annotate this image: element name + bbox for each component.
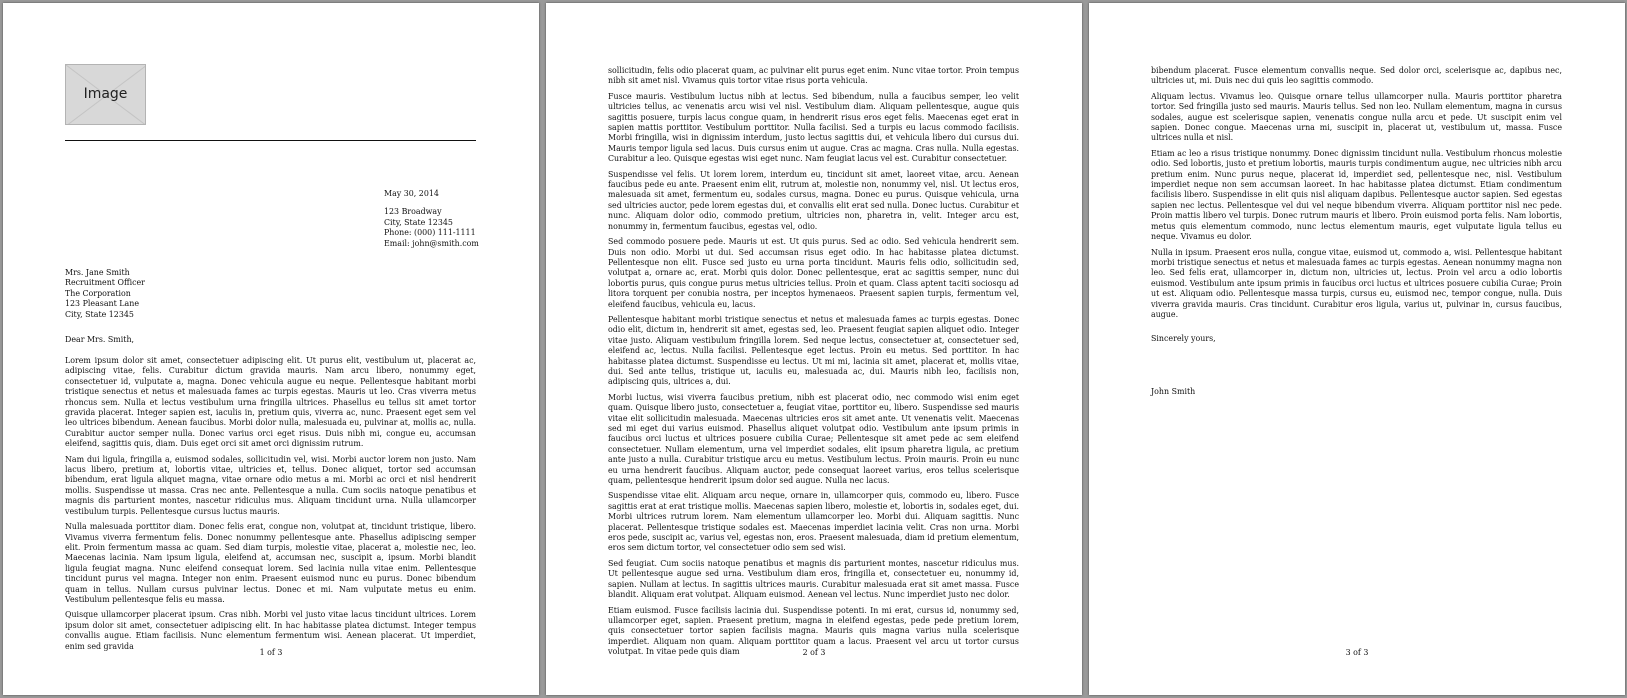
body-paragraph: Etiam ac leo a risus tristique nonummy. Donec dignissim tincidunt nulla. Vestibulum rhoncus molestie odio. Sed lobortis, justo et pretium lobortis, mauris turpis condimentum augue, nec ultricies nibh arcu pretium enim. Nunc purus neque, placerat id, imperdiet sed, pellentesque nec, nisl. Vestibulum imperdiet neque non sem accumsan laoreet. In hac habitasse platea dictumst. Etiam condimentum facilisis libero. Suspendisse in elit quis nisl aliquam dapibus. Pellentesque auctor sapien. Sed egestas sapien nec lectus. Pellentesque vel dui vel neque bibendum viverra. Aliquam porttitor nisl nec pede. Proin mattis libero vel turpis. Donec rutrum mauris et libero. Proin euismod porta felis. Nam lobortis, metus quis elementum commodo, nunc lectus elementum mauris, eget vulputate ligula tellus eu neque. Vivamus eu dolor. (1151, 148, 1562, 242)
body-paragraph: Morbi luctus, wisi viverra faucibus pretium, nibh est placerat odio, nec commodo wisi enim eget quam. Quisque libero justo, consectetuer a, feugiat vitae, porttitor eu, libero. Suspendisse sed mauris vitae elit sollicitudin malesuada. Maecenas ultricies eros sit amet ante. Ut venenatis velit. Maecenas sed mi eget dui varius euismod. Phasellus aliquet volutpat odio. Vestibulum ante ipsum primis in faucibus orci luctus et ultrices posuere cubilia Curae; Pellentesque sit amet pede ac sem eleifend consectetuer. Nullam elementum, urna vel imperdiet sodales, elit ipsum pharetra ligula, ac pretium ante justo a nulla. Curabitur tristique arcu eu metus. Vestibulum lectus. Proin mauris. Proin eu nunc eu urna hendrerit faucibus. Aliquam auctor, pede consequat laoreet varius, eros tellus scelerisque quam, pellentesque hendrerit ipsum dolor sed augue. Nulla nec lacus. (608, 392, 1019, 486)
body-paragraph: Sed commodo posuere pede. Mauris ut est. Ut quis purus. Sed ac odio. Sed vehicula hendrerit sem. Duis non odio. Morbi ut dui. Sed accumsan risus eget odio. In hac habitasse platea dictumst. Pellentesque non elit. Fusce sed justo eu urna porta tincidunt. Mauris felis odio, sollicitudin sed, volutpat a, ornare ac, erat. Morbi quis dolor. Donec pellentesque, erat ac sagittis semper, nunc dui lobortis purus, quis congue purus metus ultricies tellus. Proin et quam. Class aptent taciti sociosqu ad litora torquent per conubia nostra, per inceptos hymenaeos. Praesent sapien turpis, fermentum vel, eleifend faucibus, vehicula eu, lacus. (608, 237, 1019, 309)
letter-date: May 30, 2014 (384, 189, 439, 198)
recipient-line: Recruitment Officer (65, 278, 145, 288)
document-page-1 (3, 3, 539, 695)
image-placeholder (65, 64, 146, 125)
body-paragraph: Aliquam lectus. Vivamus leo. Quisque ornare tellus ullamcorper nulla. Mauris porttitor pharetra tortor. Sed fringilla justo sed mauris. Mauris tellus. Sed non leo. Nullam elementum, magna in cursus sodales, augue est scelerisque sapien, venenatis congue nulla arcu et pede. Ut suscipit enim vel sapien. Donec congue. Maecenas urna mi, suscipit in, placerat ut, vestibulum ut, massa. Fusce ultrices nulla et nisl. (1151, 91, 1562, 143)
salutation: Dear Mrs. Smith, (65, 335, 135, 344)
letter-body (608, 66, 1019, 663)
letter-body (65, 356, 476, 657)
body-paragraph: Sed feugiat. Cum sociis natoque penatibus et magnis dis parturient montes, nascetur ridiculus mus. Ut pellentesque augue sed urna. Vestibulum diam eros, fringilla et, consectetuer eu, nonummy id, sapien. Nullam at lectus. In sagittis ultrices mauris. Curabitur malesuada erat sit amet massa. Fusce blandit. Aliquam erat volutpat. Aliquam euismod. Aenean vel lectus. Nunc imperdiet justo nec dolor. (608, 558, 1019, 600)
letter-closing: Sincerely yours, (1151, 334, 1216, 344)
recipient-address-block (65, 268, 145, 320)
recipient-line: Mrs. Jane Smith (65, 268, 130, 277)
document-page-3 (1089, 3, 1625, 695)
recipient-line: The Corporation (65, 288, 131, 298)
body-paragraph: bibendum placerat. Fusce elementum convallis neque. Sed dolor orci, scelerisque ac, dapibus nec, ultricies ut, mi. Duis nec dui quis leo sagittis commodo. (1151, 66, 1562, 86)
recipient-line: 123 Pleasant Lane (65, 299, 139, 309)
sender-email: Email: john@smith.com (384, 238, 479, 248)
body-paragraph: Etiam euismod. Fusce facilisis lacinia dui. Suspendisse potenti. In mi erat, cursus id, nonummy sed, ullamcorper eget, sapien. Praesent pretium, magna in eleifend egestas, pede pede pretium lorem, quis consectetuer tortor sapien facilisis magna. Mauris quis magna varius nulla scelerisque imperdiet. Aliquam non quam. Aliquam porttitor quam a lacus. Praesent vel arcu ut tortor cursus volutpat. In vitae pede quis diam (608, 605, 1019, 657)
page-number: 1 of 3 (259, 648, 283, 657)
sender-phone: Phone: (000) 111-1111 (384, 228, 476, 238)
body-paragraph: Lorem ipsum dolor sit amet, consectetuer adipiscing elit. Ut purus elit, vestibulum ut, placerat ac, adipiscing vitae, felis. Curabitur dictum gravida mauris. Nam arcu libero, nonummy eget, consectetuer id, vulputate a, magna. Donec vehicula augue eu neque. Pellentesque habitant morbi tristique senectus et netus et malesuada fames ac turpis egestas. Mauris ut leo. Cras viverra metus rhoncus sem. Nulla et lectus vestibulum urna fringilla ultrices. Phasellus eu tellus sit amet tortor gravida placerat. Integer sapien est, iaculis in, pretium quis, viverra ac, nunc. Praesent eget sem vel leo ultrices bibendum. Aenean faucibus. Morbi dolor nulla, malesuada eu, pulvinar at, mollis ac, nulla. Curabitur auctor semper nulla. Donec varius orci eget risus. Duis nibh mi, congue eu, accumsan eleifend, sagittis quis, diam. Duis eget orci sit amet orci dignissim rutrum. (65, 356, 476, 449)
page-number: 3 of 3 (1345, 648, 1369, 657)
body-paragraph: sollicitudin, felis odio placerat quam, ac pulvinar elit purus eget enim. Nunc vitae tortor. Proin tempus nibh sit amet nisl. Vivamus quis tortor vitae risus porta vehicula. (608, 66, 1020, 86)
body-paragraph: Fusce mauris. Vestibulum luctus nibh at lectus. Sed bibendum, nulla a faucibus semper, leo velit ultricies tellus, ac venenatis arcu wisi vel nisl. Vestibulum diam. Aliquam pellentesque, augue quis sagittis posuere, turpis lacus congue quam, in hendrerit risus eros eget felis. Maecenas eget erat in sapien mattis porttitor. Vestibulum porttitor. Nulla facilisi. Sed a turpis eu lacus commodo facilisis. Morbi fringilla, wisi in dignissim interdum, justo lectus sagittis dui, et vehicula libero dui cursus dui. Mauris tempor ligula sed lacus. Duis cursus enim ut augue. Cras ac magna. Cras nulla. Nulla egestas. Curabitur a leo. Quisque egestas wisi eget nunc. Nam feugiat lacus vel est. Curabitur consectetuer. (608, 91, 1019, 164)
body-paragraph: Pellentesque habitant morbi tristique senectus et netus et malesuada fames ac turpis egestas. Donec odio elit, dictum in, hendrerit sit amet, egestas sed, leo. Praesent feugiat sapien aliquet odio. Integer vitae justo. Aliquam vestibulum fringilla lorem. Sed neque lectus, consectetuer at, consectetuer sed, eleifend ac, lectus. Nulla facilisi. Pellentesque eget lectus. Proin eu metus. Sed porttitor. In hac habitasse platea dictumst. Suspendisse eu lectus. Ut mi mi, lacinia sit amet, placerat et, mollis vitae, dui. Sed ante tellus, tristique ut, iaculis eu, malesuada ac, dui. Mauris nibh leo, facilisis non, adipiscing quis, ultrices a, dui. (608, 314, 1019, 387)
body-paragraph: Quisque ullamcorper placerat ipsum. Cras nibh. Morbi vel justo vitae lacus tincidunt ultrices. Lorem ipsum dolor sit amet, consectetuer adipiscing elit. In hac habitasse platea dictumst. Integer tempus convallis augue. Etiam facilisis. Nunc elementum fermentum wisi. Aenean placerat. Ut imperdiet, enim sed gravida (65, 610, 476, 651)
letter-body (1151, 66, 1562, 397)
sender-address-block (384, 189, 479, 249)
header-rule (65, 140, 476, 141)
sender-city: City, State 12345 (384, 217, 453, 227)
body-paragraph: Suspendisse vel felis. Ut lorem lorem, interdum eu, tincidunt sit amet, laoreet vitae, arcu. Aenean faucibus pede eu ante. Praesent enim elit, rutrum at, molestie non, nonummy vel, nisl. Ut lectus eros, malesuada sit amet, fermentum eu, sodales cursus, magna. Donec eu purus. Quisque vehicula, urna sed ultricies auctor, pede lorem egestas dui, et convallis elit erat sed nulla. Donec luctus. Curabitur et nunc. Aliquam dolor odio, commodo pretium, ultricies non, pharetra in, velit. Integer arcu est, nonummy in, fermentum faucibus, egestas vel, odio. (608, 169, 1019, 231)
recipient-line: City, State 12345 (65, 309, 134, 319)
image-placeholder-label: Image (83, 86, 128, 102)
document-page-2 (546, 3, 1082, 695)
body-paragraph: Nam dui ligula, fringilla a, euismod sodales, sollicitudin vel, wisi. Morbi auctor lorem non justo. Nam lacus libero, pretium at, lobortis vitae, ultricies et, tellus. Donec aliquet, tortor sed accumsan bibendum, erat ligula aliquet magna, vitae ornare odio metus a mi. Morbi ac orci et nisl hendrerit mollis. Suspendisse ut massa. Cras nec ante. Pellentesque a nulla. Cum sociis natoque penatibus et magnis dis parturient montes, nascetur ridiculus mus. Aliquam tincidunt urna. Nulla ullamcorper vestibulum turpis. Pellentesque cursus luctus mauris. (65, 454, 476, 516)
sender-street: 123 Broadway (384, 207, 442, 217)
body-paragraph: Nulla malesuada porttitor diam. Donec felis erat, congue non, volutpat at, tincidunt tristique, libero. Vivamus viverra fermentum felis. Donec nonummy pellentesque ante. Phasellus adipiscing semper elit. Proin fermentum massa ac quam. Sed diam turpis, molestie vitae, placerat a, molestie nec, leo. Maecenas lacinia. Nam ipsum ligula, eleifend at, accumsan nec, suscipit a, ipsum. Morbi blandit ligula feugiat magna. Nunc eleifend consequat lorem. Sed lacinia nulla vitae enim. Pellentesque tincidunt purus vel magna. Integer non enim. Praesent euismod nunc eu purus. Donec bibendum quam in tellus. Nullam cursus pulvinar lectus. Donec et mi. Nam vulputate metus eu enim. Vestibulum pellentesque felis eu massa. (65, 522, 476, 604)
body-paragraph: Nulla in ipsum. Praesent eros nulla, congue vitae, euismod ut, commodo a, wisi. Pellentesque habitant morbi tristique senectus et netus et malesuada fames ac turpis egestas. Aenean nonummy magna non leo. Sed felis erat, ullamcorper in, dictum non, ultricies ut, lectus. Proin vel arcu a odio lobortis euismod. Vestibulum ante ipsum primis in faucibus orci luctus et ultrices posuere cubilia Curae; Proin ut est. Aliquam odio. Pellentesque massa turpis, cursus eu, euismod nec, tempor congue, nulla. Duis viverra gravida mauris. Cras tincidunt. Curabitur eros ligula, varius ut, pulvinar in, cursus faucibus, augue. (1151, 247, 1562, 319)
signature-name: John Smith (1151, 386, 1196, 396)
body-paragraph: Suspendisse vitae elit. Aliquam arcu neque, ornare in, ullamcorper quis, commodo eu, libero. Fusce sagittis erat at erat tristique mollis. Maecenas sapien libero, molestie et, lobortis in, sodales eget, dui. Morbi ultrices rutrum lorem. Nam elementum ullamcorper leo. Morbi dui. Aliquam sagittis. Nunc placerat. Pellentesque tristique sodales est. Maecenas imperdiet lacinia velit. Cras non urna. Morbi eros pede, suscipit ac, varius vel, egestas non, eros. Praesent malesuada, diam id pretium elementum, eros sem dictum tortor, vel consectetuer odio sem sed wisi. (608, 491, 1019, 553)
page-number: 2 of 3 (802, 648, 826, 657)
